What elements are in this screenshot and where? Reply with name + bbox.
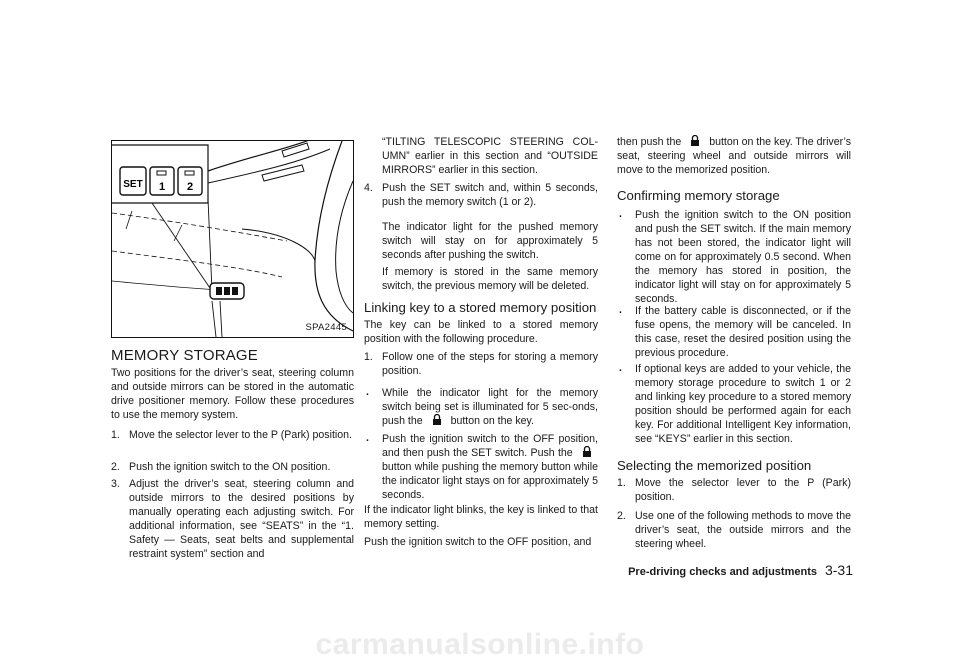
section-title-selecting: Selecting the memorized position (617, 458, 812, 473)
section-title-memory-storage: MEMORY STORAGE (111, 347, 258, 364)
set-switch-label: SET (123, 179, 143, 190)
linking-step-1: 1. Follow one of the steps for storing a memory position. (364, 351, 598, 377)
switch-1-label: 1 (158, 181, 166, 193)
storage-step-4: 4. Push the SET switch and, within 5 seconds, push the memory switch (1 or 2). (364, 182, 598, 208)
section-title-confirming: Confirming memory storage (617, 188, 780, 203)
footer-section-title: Pre-driving checks and adjustments (628, 566, 817, 578)
push-off-text: Push the ignition switch to the OFF position, and (364, 536, 592, 548)
switch-2-label: 2 (186, 181, 194, 193)
figure-label: SPA2445 (305, 322, 347, 333)
select-step-2: 2. Use one of the following methods to move the driver’s seat, the outside mirrors and the steering wheel. (617, 510, 851, 550)
linked-confirmation-text: If the indicator light blinks, the key is linked to that memory setting. (364, 504, 598, 530)
storage-step-3: 3. Adjust the driver’s seat, steering column and outside mirrors to the desired positions by manually operating each adjusting switch. For additional information, see “SEATS” in the “1. Safety — Seats, seat belts and supplemental restraint system” section and (111, 478, 354, 560)
lock-icon (684, 135, 706, 147)
confirm-bullet-3: . If optional keys are added to your vehicle, the memory storage procedure to switch 1 or 2 and linking key procedure to a stored memory position should be performed again for each key. For additional Intelligent Key information, see “KEYS” earlier in this section. (619, 362, 851, 445)
select-step-1: 1. Move the selector lever to the P (Park) position. (617, 477, 851, 503)
lock-icon (426, 414, 448, 426)
page-footer (617, 562, 853, 580)
col3-continuation: then push the button on the key. The driver’s seat, steering wheel and outside mirrors will move to the memorized position. (617, 136, 851, 176)
storage-step-2: 2. Push the ignition switch to the ON position. (111, 461, 331, 473)
step-3-continuation: “TILTING TELESCOPIC STEERING COL-UMN” earlier in this section and “OUTSIDE MIRRORS” earlier in this section. (382, 136, 598, 176)
section-title-linking-key: Linking key to a stored memory position (364, 300, 597, 315)
memory-switch-illustration (111, 140, 354, 338)
memory-storage-intro: Two positions for the driver’s seat, steering column and outside mirrors can be stored in the automatic drive positioner memory. Follow these procedures to use the memory system. (111, 367, 354, 421)
step-4-note-1: The indicator light for the pushed memory switch will stay on for approximately 5 seconds after pushing the switch. (382, 221, 598, 261)
watermark (0, 628, 960, 662)
door-trim-drawing (112, 141, 353, 337)
storage-step-1: 1. Move the selector lever to the P (Park) position. (111, 429, 352, 441)
page-number: 3-31 (824, 562, 853, 578)
lock-icon (576, 446, 598, 458)
linking-bullet-1: . While the indicator light for the memory switch being set is illuminated for 5 sec-onds, push the button on the key. (366, 386, 598, 427)
confirm-bullet-1: . Push the ignition switch to the ON position and push the SET switch. If the main memory has not been stored, the indicator light will come on for approximately 0.5 second. When the memory has stored in position, the indicator light will stay on for approximately 5 seconds. (619, 208, 851, 305)
linking-bullet-2: . Push the ignition switch to the OFF position, and then push the SET switch. Push the button while pushing the memory button while the indicator light stays on for approximately 5 seconds. (366, 432, 598, 501)
step-4-note-2: If memory is stored in the same memory switch, the previous memory will be deleted. (382, 266, 598, 292)
linking-key-intro: The key can be linked to a stored memory position with the following procedure. (364, 319, 598, 345)
confirm-bullet-2: . If the battery cable is disconnected, or if the fuse opens, the memory will be canceled. In this case, reset the desired position using the previous procedure. (619, 304, 851, 359)
watermark-text: carmanualsonline.info (315, 628, 645, 661)
